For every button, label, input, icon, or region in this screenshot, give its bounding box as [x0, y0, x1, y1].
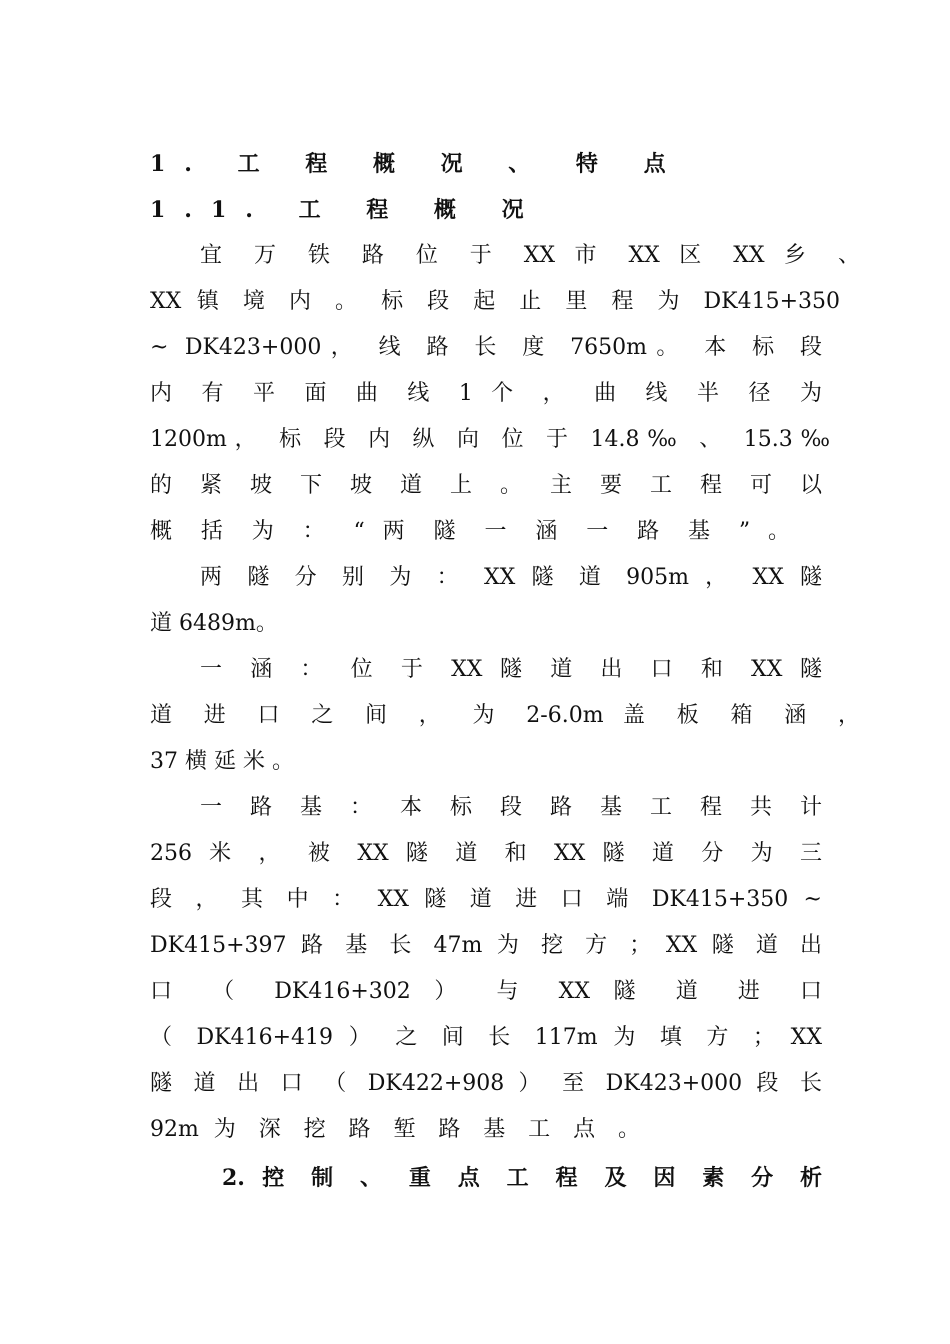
paragraph-1-line-5: 1200m， 标 段 内 纵 向 位 于 14.8‰ 、 15.3‰: [150, 427, 830, 452]
paragraph-4-line-4: DK415+397 路 基 长 47m 为 挖 方 ； XX 隧 道 出: [150, 933, 822, 958]
paragraph-1-line-1: 宜 万 铁 路 位 于 XX 市 XX 区 XX 乡 、: [200, 243, 860, 268]
paragraph-1-line-3: ~ DK423+000， 线 路 长 度 7650m。 本 标 段: [150, 335, 822, 360]
paragraph-3-line-2: 道 进 口 之 间 ， 为 2-6.0m 盖 板 箱 涵 ，: [150, 703, 860, 728]
paragraph-4-line-3: 段 ， 其 中 ： XX 隧 道 进 口 端 DK415+350 ~: [150, 887, 822, 912]
paragraph-1-line-6: 的 紧 坡 下 坡 道 上 。 主 要 工 程 可 以: [150, 473, 822, 498]
paragraph-2-line-1: 两 隧 分 别 为 ： XX 隧 道 905m ， XX 隧: [200, 565, 822, 590]
section-heading-1: 1. 工 程 概 况 、 特 点: [150, 151, 685, 177]
paragraph-3-line-1: 一 涵 ： 位 于 XX 隧 道 出 口 和 XX 隧: [200, 657, 822, 682]
paragraph-1-line-4: 内 有 平 面 曲 线 1 个 ， 曲 线 半 径 为: [150, 381, 822, 406]
paragraph-4-line-6: （ DK416+419 ） 之 间 长 117m 为 填 方 ； XX: [150, 1025, 822, 1050]
section-heading-2: 2. 控 制 、 重 点 工 程 及 因 素 分 析: [222, 1165, 822, 1191]
paragraph-4-line-2: 256 米 ， 被 XX 隧 道 和 XX 隧 道 分 为 三: [150, 841, 822, 866]
paragraph-4-line-1: 一 路 基 ： 本 标 段 路 基 工 程 共 计: [200, 795, 822, 820]
section-heading-1-1: 1.1. 工 程 概 况: [150, 197, 543, 223]
paragraph-4-line-8: 92m 为 深 挖 路 堑 路 基 工 点 。: [150, 1117, 640, 1142]
paragraph-1-line-2: XX 镇 境 内 。 标 段 起 止 里 程 为 DK415+350: [150, 289, 840, 314]
paragraph-2-line-2: 道 6489m。: [150, 611, 278, 636]
paragraph-4-line-7: 隧 道 出 口 （ DK422+908 ） 至 DK423+000 段 长: [150, 1071, 822, 1096]
paragraph-3-line-3: 37 横 延 米 。: [150, 749, 294, 774]
paragraph-1-line-7: 概 括 为 ： “ 两 隧 一 涵 一 路 基 ” 。: [150, 519, 790, 544]
paragraph-4-line-5: 口 （ DK416+302 ） 与 XX 隧 道 进 口: [150, 979, 822, 1004]
